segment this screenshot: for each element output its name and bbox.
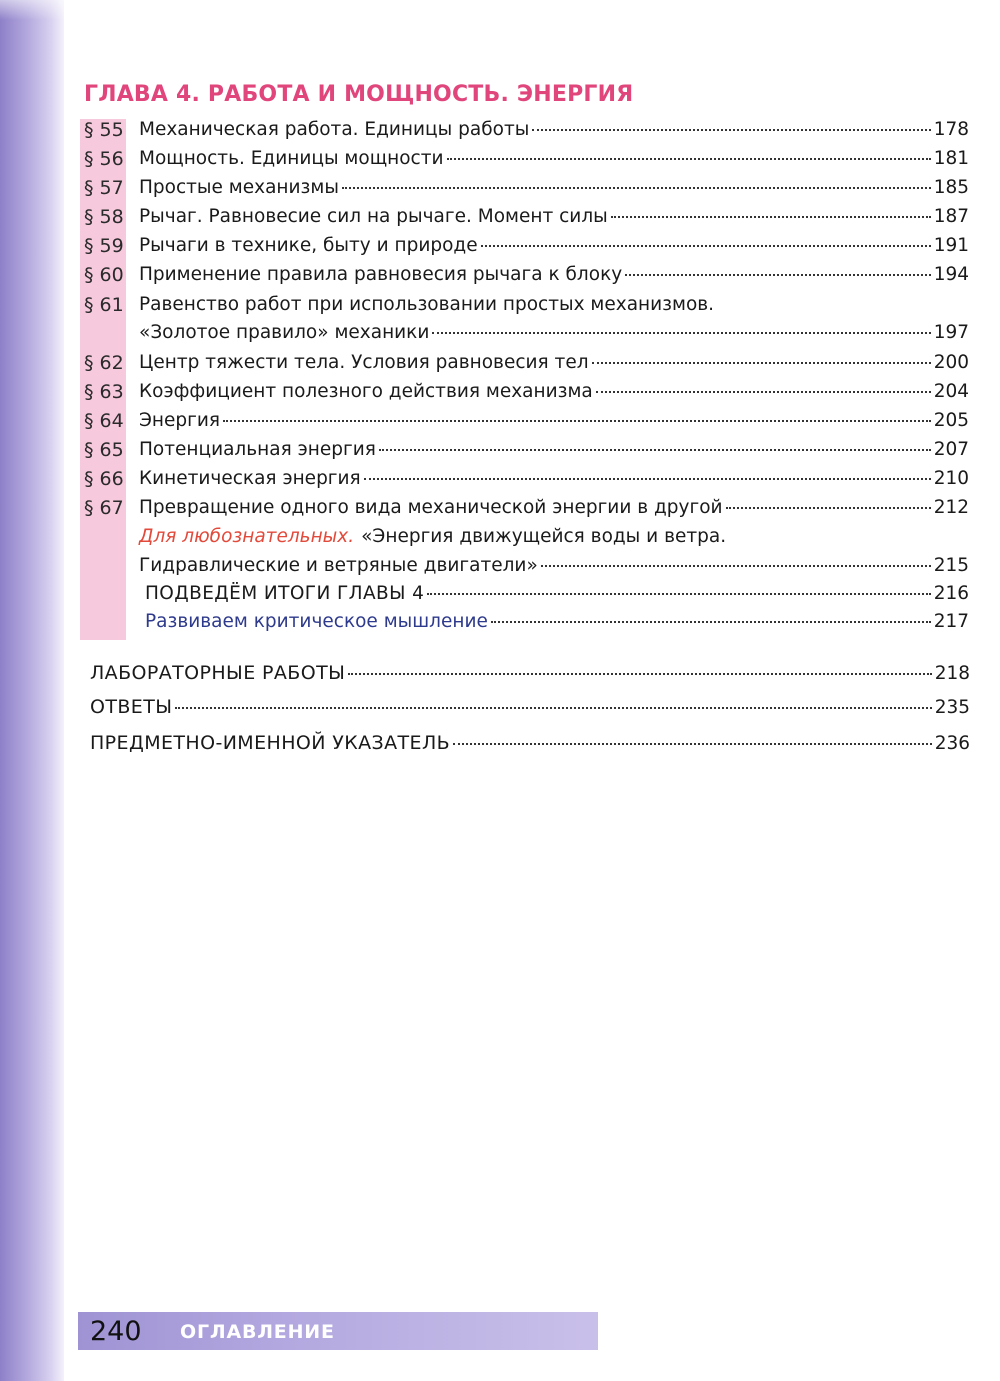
- page-number: 204: [933, 381, 969, 402]
- footer-page-number: 240: [90, 1316, 142, 1347]
- section-number: § 66: [84, 468, 124, 490]
- toc-entry-index[interactable]: [0, 729, 1000, 757]
- back-matter-title: ПРЕДМЕТНО-ИМЕННОЙ УКАЗАТЕЛЬ: [90, 732, 451, 754]
- back-matter-title: ОТВЕТЫ: [90, 696, 173, 718]
- side-band-highlight: [0, 0, 64, 20]
- section-title: Кинетическая энергия: [139, 468, 361, 489]
- section-title: Превращение одного вида механической энергии в другой: [139, 497, 723, 518]
- section-title-line1: Равенство работ при использовании простых механизмов.: [139, 294, 715, 315]
- toc-entry-continuation[interactable]: [0, 552, 1000, 580]
- toc-line: [90, 729, 970, 757]
- section-title: Механическая работа. Единицы работы: [139, 119, 530, 140]
- section-number: § 55: [84, 119, 124, 141]
- dot-leader: [364, 477, 931, 480]
- dot-leader: [175, 706, 931, 709]
- back-matter-title: ЛАБОРАТОРНЫЕ РАБОТЫ: [90, 662, 346, 684]
- page-number: 181: [933, 148, 969, 169]
- section-number: § 64: [84, 410, 124, 432]
- dot-leader: [432, 331, 930, 334]
- toc-entry[interactable]: [0, 203, 1000, 231]
- toc-line: [139, 378, 969, 406]
- toc-entry[interactable]: [0, 407, 1000, 435]
- toc-line: [139, 494, 969, 522]
- toc-line: [139, 232, 969, 260]
- toc-entry[interactable]: [0, 261, 1000, 289]
- page-number: 212: [933, 497, 969, 518]
- footer-bar: [78, 1312, 598, 1350]
- page-number: 178: [933, 119, 969, 140]
- toc-entry-curious[interactable]: [0, 523, 1000, 551]
- page-number: 185: [933, 177, 969, 198]
- dot-leader: [481, 244, 931, 247]
- toc-line: [139, 436, 969, 464]
- page-number: 217: [933, 611, 969, 632]
- chapter-title: ГЛАВА 4. РАБОТА И МОЩНОСТЬ. ЭНЕРГИЯ: [84, 82, 634, 107]
- toc-line: [139, 145, 969, 173]
- dot-leader: [342, 186, 931, 189]
- toc-line: [139, 174, 969, 202]
- page-number: 235: [934, 697, 970, 718]
- curious-title-line1: «Энергия движущейся воды и ветра.: [361, 526, 727, 547]
- toc-entry[interactable]: [0, 116, 1000, 144]
- dot-leader: [592, 361, 931, 364]
- dot-leader: [447, 157, 931, 160]
- page-number: 194: [933, 264, 969, 285]
- section-number: § 59: [84, 235, 124, 257]
- toc-line: [145, 580, 969, 608]
- page-number: 191: [933, 235, 969, 256]
- section-title: Потенциальная энергия: [139, 439, 376, 460]
- section-title-line2: «Золотое правило» механики: [139, 322, 430, 343]
- page-number: 218: [934, 663, 970, 684]
- summary-title: ПОДВЕДЁМ ИТОГИ ГЛАВЫ 4: [145, 583, 425, 604]
- toc-line-first: [139, 523, 969, 551]
- toc-entry[interactable]: [0, 232, 1000, 260]
- toc-entry-critical[interactable]: [0, 608, 1000, 636]
- toc-line: [139, 552, 969, 580]
- toc-line: [90, 659, 970, 687]
- toc-line: [139, 465, 969, 493]
- toc-line: [139, 407, 969, 435]
- toc-line: [139, 116, 969, 144]
- page-number: 236: [934, 733, 970, 754]
- toc-line: [139, 203, 969, 231]
- section-number: § 56: [84, 148, 124, 170]
- toc-line: [145, 608, 969, 636]
- toc-entry-continuation[interactable]: [0, 319, 1000, 347]
- section-title: Простые механизмы: [139, 177, 339, 198]
- dot-leader: [611, 215, 931, 218]
- section-title: Мощность. Единицы мощности: [139, 148, 444, 169]
- toc-entry[interactable]: [0, 378, 1000, 406]
- section-number: § 57: [84, 177, 124, 199]
- dot-leader: [596, 390, 931, 393]
- dot-leader: [541, 564, 931, 567]
- dot-leader: [223, 419, 931, 422]
- page-number: 216: [933, 583, 969, 604]
- toc-entry-summary[interactable]: [0, 580, 1000, 608]
- section-title: Центр тяжести тела. Условия равновесия тел: [139, 352, 589, 373]
- footer-label: ОГЛАВЛЕНИЕ: [180, 1321, 335, 1343]
- toc-line: [90, 693, 970, 721]
- dot-leader: [491, 620, 931, 623]
- toc-line: [139, 349, 969, 377]
- page-number: 205: [933, 410, 969, 431]
- dot-leader: [625, 273, 931, 276]
- section-number: § 58: [84, 206, 124, 228]
- page-number: 200: [933, 352, 969, 373]
- dot-leader: [453, 742, 932, 745]
- dot-leader: [726, 506, 931, 509]
- toc-line: [139, 319, 969, 347]
- section-number: § 61: [84, 294, 124, 316]
- section-title: Коэффициент полезного действия механизма: [139, 381, 593, 402]
- page-number: 215: [933, 555, 969, 576]
- section-title: Рычаг. Равновесие сил на рычаге. Момент силы: [139, 206, 608, 227]
- section-number: § 60: [84, 264, 124, 286]
- critical-title: Развиваем критическое мышление: [145, 611, 488, 632]
- dot-leader: [427, 592, 930, 595]
- toc-line-first: [139, 291, 969, 319]
- section-title: Энергия: [139, 410, 221, 431]
- toc-entry[interactable]: [0, 145, 1000, 173]
- page-number: 207: [933, 439, 969, 460]
- page-number: 187: [933, 206, 969, 227]
- toc-entry[interactable]: [0, 174, 1000, 202]
- page-number: 197: [933, 322, 969, 343]
- section-number: § 63: [84, 381, 124, 403]
- curious-title-line2: Гидравлические и ветряные двигатели»: [139, 555, 538, 576]
- dot-leader: [348, 672, 931, 675]
- section-title: Рычаги в технике, быту и природе: [139, 235, 478, 256]
- curious-label: Для любознательных.: [139, 526, 355, 547]
- dot-leader: [379, 448, 931, 451]
- toc-entry-lab-works[interactable]: [0, 659, 1000, 687]
- section-number: § 62: [84, 352, 124, 374]
- section-number: § 65: [84, 439, 124, 461]
- section-title: Применение правила равновесия рычага к блоку: [139, 264, 623, 285]
- toc-entry[interactable]: [0, 494, 1000, 522]
- page-number: 210: [933, 468, 969, 489]
- toc-entry[interactable]: [0, 465, 1000, 493]
- toc-entry[interactable]: [0, 291, 1000, 319]
- toc-line: [139, 261, 969, 289]
- dot-leader: [532, 128, 930, 131]
- toc-entry[interactable]: [0, 349, 1000, 377]
- toc-entry[interactable]: [0, 436, 1000, 464]
- toc-entry-answers[interactable]: [0, 693, 1000, 721]
- section-number: § 67: [84, 497, 124, 519]
